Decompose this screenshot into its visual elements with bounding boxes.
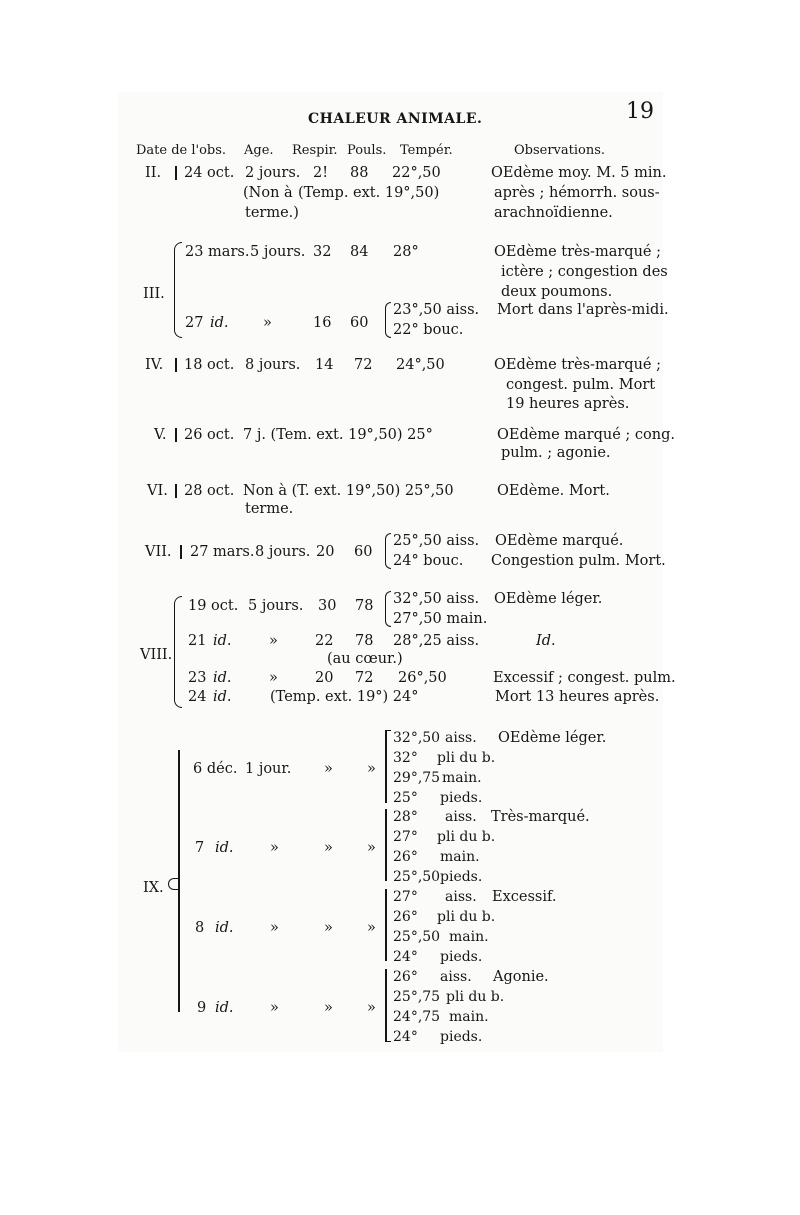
obs-site: pieds.: [440, 949, 483, 965]
obs-age-note: (Non à: [243, 185, 293, 201]
obs-temp: 22°,50: [392, 165, 441, 181]
obs-text: Très-marqué.: [491, 809, 590, 825]
obs-id: id.: [215, 920, 234, 936]
obs-temp: 24° bouc.: [393, 553, 464, 569]
obs-age: 1 jour.: [245, 761, 292, 777]
obs-age: 8 jours.: [255, 544, 311, 560]
obs-id: id.: [210, 315, 229, 331]
obs-temp: 23°,50 aiss.: [393, 302, 480, 318]
obs-number: II.: [145, 165, 162, 181]
obs-text: après ; hémorrh. sous-: [494, 185, 660, 201]
obs-respir: 32: [313, 244, 332, 260]
obs-text: Excessif.: [492, 889, 557, 905]
obs-date: 26 oct.: [184, 427, 235, 443]
row-separator: [180, 545, 182, 559]
obs-text: Mort dans l'après-midi.: [497, 302, 669, 318]
header-observations: Observations.: [514, 143, 606, 158]
obs-temp: 27°: [393, 889, 418, 905]
obs-temp: 28°,25 aiss.: [393, 633, 480, 649]
obs-number: VII.: [145, 544, 172, 560]
left-brace: [385, 302, 391, 338]
obs-text: pulm. ; agonie.: [501, 445, 611, 461]
obs-temp: 24°: [393, 949, 418, 965]
obs-site: pli du b.: [437, 750, 496, 766]
obs-number: VIII.: [140, 647, 173, 663]
obs-temp: 32°,50 aiss.: [393, 591, 480, 607]
obs-pouls: 60: [350, 315, 369, 331]
obs-temp: 22° bouc.: [393, 322, 464, 338]
row-separator: [175, 358, 177, 372]
obs-temp: 27°: [393, 829, 418, 845]
obs-respir: 20: [315, 670, 334, 686]
brace-point: [168, 878, 179, 890]
obs-text: ictère ; congestion des: [501, 264, 668, 280]
obs-number: VI.: [147, 483, 168, 499]
obs-site: pieds.: [440, 1029, 483, 1045]
obs-text: deux poumons.: [501, 284, 613, 300]
obs-text: Agonie.: [493, 969, 549, 985]
header-temper: Tempér.: [400, 143, 453, 158]
row-separator: [175, 166, 177, 180]
day-bracket: [385, 969, 391, 1042]
day-bracket: [385, 730, 391, 803]
obs-site: main.: [449, 1009, 489, 1025]
obs-text: OEdème moy. M. 5 min.: [491, 165, 667, 181]
obs-site: main.: [440, 849, 480, 865]
obs-text: Excessif ; congest. pulm.: [493, 670, 676, 686]
obs-id: id.: [215, 840, 234, 856]
obs-respir: 16: [313, 315, 332, 331]
obs-age: »: [270, 840, 279, 856]
obs-respir: »: [324, 840, 333, 856]
obs-age-note: terme.: [245, 501, 294, 517]
obs-temp: 32°,50: [393, 730, 441, 746]
obs-respir: 22: [315, 633, 334, 649]
obs-site: aiss.: [445, 889, 477, 905]
obs-date: 18 oct.: [184, 357, 235, 373]
obs-temp: 26°: [393, 849, 418, 865]
left-brace: [174, 596, 182, 708]
obs-respir: »: [324, 761, 333, 777]
obs-id: id.: [213, 689, 232, 705]
obs-date: 19 oct.: [188, 598, 239, 614]
obs-age: 5 jours.: [248, 598, 304, 614]
obs-respir: 2!: [313, 165, 329, 181]
obs-temp: 26°: [393, 909, 418, 925]
obs-date: 24: [188, 689, 207, 705]
obs-row-values: 7 j. (Tem. ext. 19°,50) 25°: [243, 427, 433, 443]
obs-date: 23 mars.: [185, 244, 250, 260]
day-bracket: [385, 889, 391, 961]
obs-text: congest. pulm. Mort: [506, 377, 656, 393]
obs-pouls: 72: [355, 670, 374, 686]
obs-date: 27 mars.: [190, 544, 255, 560]
obs-text: Congestion pulm. Mort.: [491, 553, 666, 569]
obs-temp: 25°,50: [393, 929, 441, 945]
obs-id: id.: [213, 670, 232, 686]
obs-site: pieds.: [440, 790, 483, 806]
obs-number: III.: [143, 286, 165, 302]
obs-temp: 25°,50: [393, 869, 441, 885]
obs-text: OEdème léger.: [498, 730, 607, 746]
obs-number: IX.: [143, 880, 164, 896]
obs-text: arachnoïdienne.: [494, 205, 613, 221]
obs-text: OEdème très-marqué ;: [494, 357, 661, 373]
obs-age: »: [263, 315, 272, 331]
obs-pouls: »: [367, 840, 376, 856]
obs-temp: 25°,50 aiss.: [393, 533, 480, 549]
obs-site: aiss.: [445, 809, 477, 825]
obs-age: »: [269, 670, 278, 686]
obs-temp: 28°: [393, 809, 418, 825]
obs-site: pli du b.: [437, 909, 496, 925]
obs-pouls: 88: [350, 165, 369, 181]
obs-respir: 14: [315, 357, 334, 373]
obs-text: Id.: [536, 633, 556, 649]
obs-age: »: [270, 920, 279, 936]
running-head: CHALEUR ANIMALE.: [308, 111, 483, 127]
header-respir: Respir.: [292, 143, 338, 158]
obs-temp: 28°: [393, 244, 419, 260]
obs-date: 7: [195, 840, 205, 856]
obs-temp: 25°: [393, 790, 418, 806]
obs-pouls: »: [367, 761, 376, 777]
obs-temp: 24°: [393, 1029, 418, 1045]
obs-temp: 25°,75: [393, 989, 441, 1005]
obs-pouls: 60: [354, 544, 373, 560]
row-separator: [175, 428, 177, 442]
obs-site: pieds.: [440, 869, 483, 885]
obs-date: 27: [185, 315, 204, 331]
row-separator: [175, 484, 177, 498]
obs-id: id.: [213, 633, 232, 649]
left-brace: [174, 242, 182, 338]
obs-number: IV.: [145, 357, 164, 373]
obs-number: V.: [154, 427, 167, 443]
obs-age: »: [269, 633, 278, 649]
obs-respir: »: [324, 1000, 333, 1016]
obs-age: 8 jours.: [245, 357, 301, 373]
obs-text: 19 heures après.: [506, 396, 630, 412]
obs-date: 6 déc.: [193, 761, 238, 777]
header-pouls: Pouls.: [347, 143, 387, 158]
obs-id: id.: [215, 1000, 234, 1016]
day-bracket: [385, 809, 391, 881]
obs-temp: 26°,50: [398, 670, 447, 686]
obs-temp: 26°: [393, 969, 418, 985]
left-brace: [385, 533, 391, 569]
obs-site: pli du b.: [446, 989, 505, 1005]
obs-age: »: [270, 1000, 279, 1016]
obs-respir: 30: [318, 598, 337, 614]
obs-text: OEdème marqué.: [495, 533, 624, 549]
obs-temp: 27°,50 main.: [393, 611, 488, 627]
obs-age: 2 jours.: [245, 165, 301, 181]
obs-date: 9: [197, 1000, 207, 1016]
obs-text: OEdème léger.: [494, 591, 603, 607]
obs-respir: 20: [316, 544, 335, 560]
obs-text: OEdème marqué ; cong.: [497, 427, 675, 443]
obs-date: 28 oct.: [184, 483, 235, 499]
obs-pouls: 84: [350, 244, 369, 260]
left-brace: [385, 591, 391, 627]
obs-site: aiss.: [440, 969, 472, 985]
page-number: 19: [626, 99, 654, 124]
obs-temp-ext: (Temp. ext. 19°,50): [298, 185, 440, 201]
obs-respir: »: [324, 920, 333, 936]
obs-site: main.: [449, 929, 489, 945]
obs-temp: 29°,75: [393, 770, 441, 786]
obs-date: 8: [195, 920, 205, 936]
obs-pouls: 78: [355, 598, 374, 614]
obs-temp: 24°,50: [396, 357, 445, 373]
obs-site: pli du b.: [437, 829, 496, 845]
obs-pouls: 72: [354, 357, 373, 373]
obs-text: Mort 13 heures après.: [495, 689, 660, 705]
obs-date: 21: [188, 633, 207, 649]
header-age: Age.: [244, 143, 274, 158]
obs-row-values: Non à (T. ext. 19°,50) 25°,50: [243, 483, 454, 499]
obs-pouls: »: [367, 920, 376, 936]
obs-site: aiss.: [445, 730, 477, 746]
obs-text: OEdème. Mort.: [497, 483, 610, 499]
obs-row-values: (Temp. ext. 19°) 24°: [270, 689, 419, 705]
obs-date: 23: [188, 670, 207, 686]
obs-pouls: 78: [355, 633, 374, 649]
obs-age-note-2: terme.): [245, 205, 299, 221]
obs-text: OEdème très-marqué ;: [494, 244, 661, 260]
obs-note: (au cœur.): [327, 651, 403, 667]
obs-age: 5 jours.: [250, 244, 306, 260]
obs-site: main.: [442, 770, 482, 786]
obs-date: 24 oct.: [184, 165, 235, 181]
obs-temp: 32°: [393, 750, 418, 766]
obs-temp: 24°,75: [393, 1009, 441, 1025]
header-date: Date de l'obs.: [136, 143, 227, 158]
obs-pouls: »: [367, 1000, 376, 1016]
